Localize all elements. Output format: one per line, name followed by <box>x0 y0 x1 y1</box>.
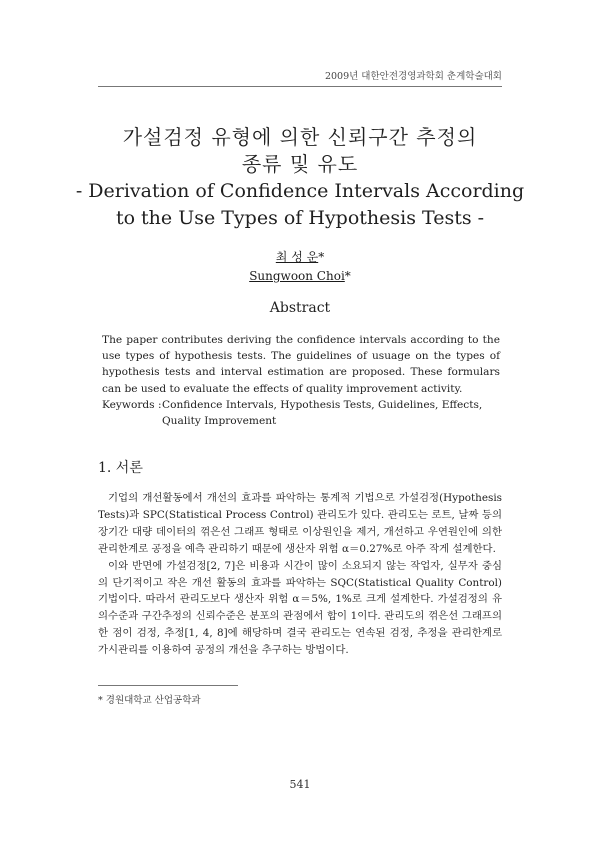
header-divider <box>98 86 502 87</box>
body-paragraph-2: 이와 반면에 가설검정[2, 7]은 비용과 시간이 많이 소요되지 않는 작업자, 실무자 중심의 단기적이고 작은 개선 활동의 효과를 파악하는 SQC(Statistical Quality Control) 기법이다. 따라서 관리도보다 생산자 위험 α＝5%, 1%로 크게 설계한다. 가설검정의 유의수준과 구간추정의 신뢰수준은 분포의 관점에서 합이 1이다. 관리도의 꺾은선 그래프의 한 점이 검정, 추정[1, 4, 8]에 해당하며 결국 관리도는 연속된 검정, 추정을 관리한계로 가시관리를 이용하여 공정의 개선을 추구하는 방법이다. <box>98 559 502 657</box>
running-header: 2009년 대한안전경영과학회 춘계학술대회 <box>324 71 502 82</box>
footnote-divider <box>98 685 238 686</box>
title-english-line-2: to the Use Types of Hypothesis Tests - <box>115 207 485 229</box>
title-english-line-1: - Derivation of Confidence Intervals According <box>75 180 525 202</box>
footnote: * 경원대학교 산업공학과 <box>98 695 201 706</box>
keywords <box>102 397 502 429</box>
author-mark-korean: * <box>318 250 325 264</box>
section-body <box>98 490 502 659</box>
author-name-english <box>60 267 540 286</box>
paper-title <box>60 124 540 232</box>
section-heading: 1. 서론 <box>98 460 143 476</box>
page-number: 541 <box>289 778 311 791</box>
body-paragraph-1: 기업의 개선활동에서 개선의 효과를 파악하는 통계적 기법으로 가설검정(Hypothesis Tests)과 SPC(Statistical Process Control) 관리도가 있다. 관리도는 로트, 날짜 등의 장기간 대량 데이터의 꺾은선 그래프 형태로 이상원인을 제거, 개선하고 우연원인에 의한 관리한계로 공정을 예측 관리하기 때문에 생산자 위험 α＝0.27%로 아주 작게 설계한다. <box>98 492 502 555</box>
author-block <box>60 248 540 286</box>
keywords-text: Confidence Intervals, Hypothesis Tests, Guidelines, Effects, Quality Improvement <box>162 399 483 428</box>
title-korean-line-1: 가설검정 유형에 의한 신뢰구간 추정의 <box>122 125 478 149</box>
keywords-label: Keywords : <box>102 399 162 411</box>
abstract-body: The paper contributes deriving the confidence intervals according to the use types of hypothesis tests. The guidelines of usuage on the types of hypothesis tests and interval estimation are proposed. These formulars can be used to evaluate the effects of quality improvement activity. <box>102 334 500 395</box>
author-mark-english: * <box>344 269 351 283</box>
author-name-english-text: Sungwoon Choi <box>249 269 345 283</box>
author-name-korean <box>60 248 540 267</box>
abstract-heading: Abstract <box>269 300 331 316</box>
author-name-korean-text: 최 성 운 <box>275 250 319 264</box>
title-korean-line-2: 종류 및 유도 <box>241 152 359 176</box>
